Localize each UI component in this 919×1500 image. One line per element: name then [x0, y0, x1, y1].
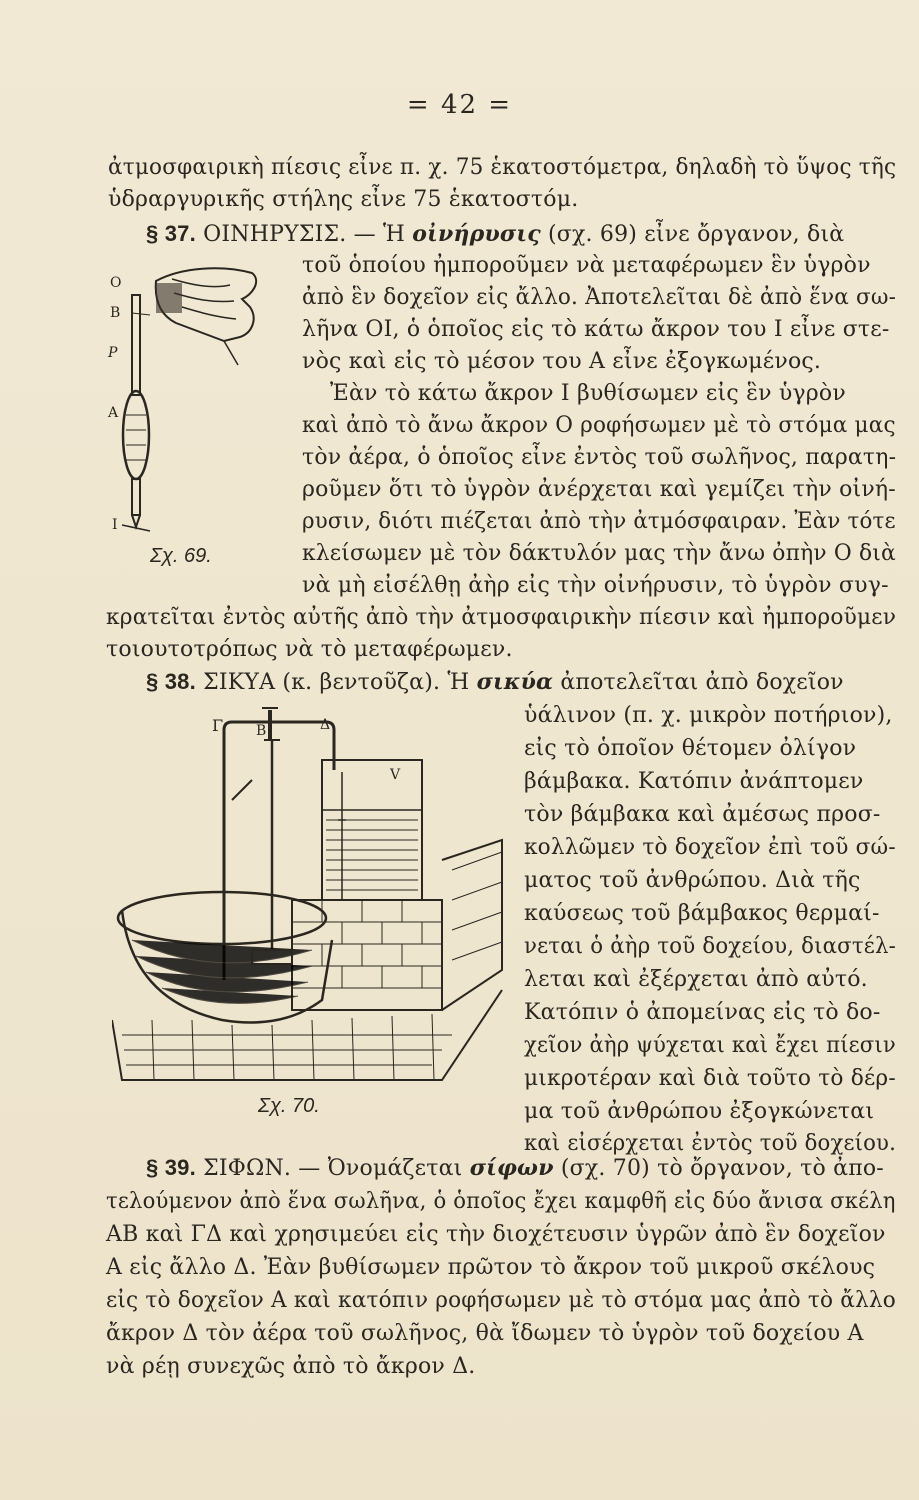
figure-70-siphon-illustration	[112, 700, 512, 1090]
text-line: κολλῶμεν τὸ δοχεῖον ἐπὶ τοῦ σώ-	[524, 835, 896, 860]
figure-69-label-a: A	[108, 405, 119, 421]
text-line: ἄκρον Δ τὸν ἀέρα τοῦ σωλῆνος, θὰ ἴδωμεν τὸ ὑγρὸν τοῦ δοχείου Α	[106, 1321, 864, 1346]
section-38-number: § 38.	[146, 669, 196, 694]
text-line: τελούμενον ἀπὸ ἕνα σωλῆνα, ὁ ὁποῖος ἔχει καμφθῆ εἰς δύο ἄνισα σκέλη	[106, 1189, 896, 1214]
text-line: Ἐὰν τὸ κάτω ἄκρον Ι βυθίσωμεν εἰς ἓν ὑγρὸν	[330, 381, 846, 406]
text-line: νὰ ρέῃ συνεχῶς ἀπὸ τὸ ἄκρον Δ.	[106, 1354, 476, 1379]
text-line: εἰς τὸ δοχεῖον Α καὶ κατόπιν ροφήσωμεν μὲ τὸ στόμα μας ἀπὸ τὸ ἄλλο	[106, 1288, 896, 1313]
section-38-term: σικύα	[476, 669, 554, 695]
text-line: κλείσωμεν μὲ τὸν δάκτυλόν μας τὴν ἄνω ὀπὴν Ο διὰ	[302, 541, 896, 566]
text-line: χεῖον ἀὴρ ψύχεται καὶ ἔχει πίεσιν	[524, 1033, 896, 1058]
section-39-heading	[146, 1152, 884, 1185]
figure-69-caption: Σχ. 69.	[150, 545, 212, 567]
text-line: ὑδραργυρικῆς στήλης εἶνε 75 ἑκατοστόμ.	[108, 187, 579, 212]
section-37-heading	[146, 218, 844, 251]
figure-70-label-delta: Δ	[320, 717, 331, 733]
section-39-title: ΣΙΦΩΝ. — Ὀνομάζεται	[203, 1156, 463, 1181]
section-39-number: § 39.	[146, 1155, 196, 1180]
section-37-head-rest: (σχ. 69) εἶνε ὄργανον, διὰ	[548, 222, 845, 247]
figure-69-pipette-illustration	[112, 255, 272, 545]
figure-69-label-p: P	[108, 345, 118, 361]
text-line: νεται ὁ ἀὴρ τοῦ δοχείου, διαστέλ-	[524, 934, 897, 959]
section-39-term: σίφων	[469, 1155, 554, 1181]
text-line: βάμβακα. Κατόπιν ἀνάπτομεν	[524, 769, 864, 794]
text-line: μα τοῦ ἀνθρώπου ἐξογκώνεται	[524, 1099, 875, 1124]
section-38-heading	[146, 666, 844, 699]
figure-70-caption: Σχ. 70.	[258, 1095, 320, 1117]
text-line: Κατόπιν ὁ ἀπομείνας εἰς τὸ δο-	[524, 1000, 881, 1025]
section-39-head-rest: (σχ. 70) τὸ ὄργανον, τὸ ἀπο-	[560, 1156, 884, 1181]
text-line: καὶ ἀπὸ τὸ ἄνω ἄκρον Ο ροφήσωμεν μὲ τὸ στόμα μας	[302, 413, 896, 438]
figure-69-label-o: O	[110, 275, 122, 291]
section-37-number: § 37.	[146, 221, 196, 246]
text-line: Α εἰς ἄλλο Δ. Ἐὰν βυθίσωμεν πρῶτον τὸ ἄκρον τοῦ μικροῦ σκέλους	[106, 1255, 876, 1280]
text-line: τὸν βάμβακα καὶ ἀμέσως προσ-	[524, 802, 881, 827]
section-38-title: ΣΙΚΥΑ (κ. βεντοῦζα). Ἡ	[203, 670, 470, 695]
text-line: μικροτέραν καὶ διὰ τοῦτο τὸ δέρ-	[524, 1066, 896, 1091]
text-line: καύσεως τοῦ βάμβακος θερμαί-	[524, 901, 880, 926]
text-line: λῆνα ΟΙ, ὁ ὁποῖος εἰς τὸ κάτω ἄκρον του Ι εἶνε στε-	[302, 317, 890, 342]
text-line: τοιουτοτρόπως νὰ τὸ μεταφέρωμεν.	[106, 637, 513, 662]
text-line: νὸς καὶ εἰς τὸ μέσον του Α εἶνε ἐξογκωμένος.	[302, 349, 822, 374]
section-38-head-rest: ἀποτελεῖται ἀπὸ δοχεῖον	[560, 670, 844, 695]
text-line: ΑΒ καὶ ΓΔ καὶ χρησιμεύει εἰς τὴν διοχέτευσιν ὑγρῶν ἀπὸ ἓν δοχεῖον	[106, 1222, 886, 1247]
text-line: λεται καὶ ἐξέρχεται ἀπὸ αὐτό.	[524, 967, 868, 992]
text-line: κρατεῖται ἐντὸς αὐτῆς ἀπὸ τὴν ἀτμοσφαιρικὴν πίεσιν καὶ ἠμποροῦμεν	[106, 605, 897, 630]
text-line: νὰ μὴ εἰσέλθῃ ἀὴρ εἰς τὴν οἰνήρυσιν, τὸ ὑγρὸν συγ-	[302, 573, 889, 598]
text-line: ἀπὸ ἓν δοχεῖον εἰς ἄλλο. Ἀποτελεῖται δὲ ἀπὸ ἕνα σω-	[302, 285, 897, 310]
text-line: ὑάλινον (π. χ. μικρὸν ποτήριον),	[524, 703, 893, 728]
figure-69-label-i: I	[112, 517, 118, 533]
text-line: ρυσιν, διότι πιέζεται ἀπὸ τὴν ἀτμόσφαιραν. Ἐὰν τότε	[302, 509, 896, 534]
figure-70-label-gamma: Γ	[212, 716, 224, 735]
text-line: τὸν ἀέρα, ὁ ὁποῖος εἶνε ἐντὸς τοῦ σωλῆνος, παρατη-	[302, 445, 897, 470]
page-number: = 42 =	[406, 90, 513, 120]
text-line: εἰς τὸ ὁποῖον θέτομεν ὀλίγον	[524, 736, 857, 761]
text-line: ματος τοῦ ἀνθρώπου. Διὰ τῆς	[524, 868, 861, 893]
section-37-title: ΟΙΝΗΡΥΣΙΣ. — Ἡ	[203, 222, 406, 247]
figure-70-label-v: V	[390, 767, 401, 783]
text-line: ἀτμοσφαιρικὴ πίεσις εἶνε π. χ. 75 ἑκατοστόμετρα, δηλαδὴ τὸ ὕψος τῆς	[108, 155, 897, 180]
section-37-term: οἰνήρυσις	[412, 221, 541, 247]
text-line: καὶ εἰσέρχεται ἐντὸς τοῦ δοχείου.	[524, 1131, 897, 1156]
text-line: ροῦμεν ὅτι τὸ ὑγρὸν ἀνέρχεται καὶ γεμίζει τὴν οἰνή-	[302, 477, 896, 502]
text-line: τοῦ ὁποίου ἠμποροῦμεν νὰ μεταφέρωμεν ἓν ὑγρὸν	[302, 253, 871, 278]
figure-69-label-b: B	[110, 305, 121, 321]
figure-70-label-beta: Β	[256, 723, 267, 739]
